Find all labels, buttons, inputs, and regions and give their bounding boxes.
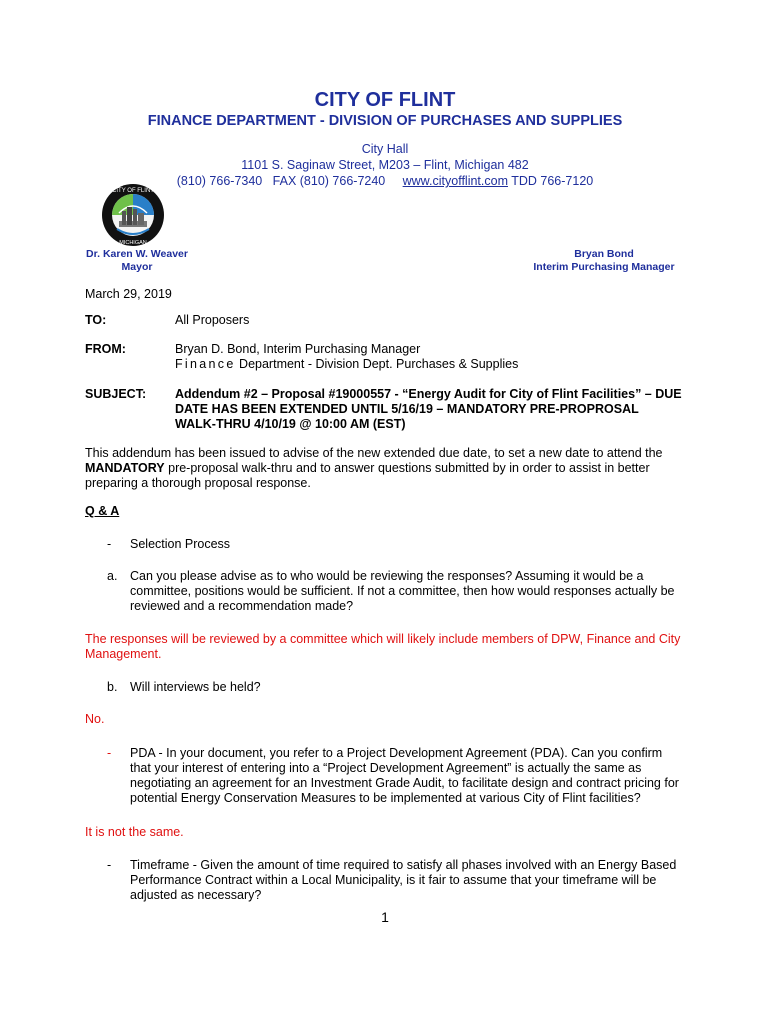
subject-line-2: DATE HAS BEEN EXTENDED UNTIL 5/16/19 – MANDATORY PRE-PROPROSAL: [175, 402, 639, 416]
to-label: TO:: [85, 313, 107, 327]
pda-marker: -: [107, 746, 112, 760]
timeframe-question-line-1: Timeframe - Given the amount of time required to satisfy all phases involved with an Energy Based: [130, 858, 677, 872]
tdd-number: TDD 766-7120: [511, 174, 594, 188]
question-b-marker: b.: [107, 680, 118, 694]
from-label: FROM:: [85, 342, 126, 356]
intro-line-2-rest: pre-proposal walk-thru and to answer questions submitted by in order to assist in better: [164, 461, 650, 475]
subject-label: SUBJECT:: [85, 387, 147, 401]
from-line-1: Bryan D. Bond, Interim Purchasing Manager: [175, 342, 421, 356]
question-a-line-2: committee, positions would be sufficient. If not a committee, then how would responses actually be: [130, 584, 675, 598]
subject-line-3: WALK-THRU 4/10/19 @ 10:00 AM (EST): [175, 417, 406, 431]
department-heading: FINANCE DEPARTMENT - DIVISION OF PURCHASES AND SUPPLIES: [147, 113, 623, 129]
phone-number: (810) 766-7340: [176, 174, 263, 188]
building-name: City Hall: [361, 142, 409, 156]
question-a-marker: a.: [107, 569, 118, 583]
mayor-name: Dr. Karen W. Weaver: [86, 248, 188, 260]
question-b-text: Will interviews be held?: [130, 680, 261, 694]
website-link[interactable]: www.cityofflint.com: [402, 174, 508, 188]
street-address: 1101 S. Saginaw Street, M203 – Flint, Michigan 482: [241, 158, 529, 172]
pda-question-line-1: PDA - In your document, you refer to a Project Development Agreement (PDA). Can you confirm: [130, 746, 663, 760]
mandatory-emphasis: MANDATORY: [85, 461, 165, 475]
page-number: 1: [381, 909, 389, 925]
manager-name: Bryan Bond: [574, 248, 634, 260]
question-a-line-1: Can you please advise as to who would be reviewing the responses? Assuming it would be a: [130, 569, 644, 583]
mayor-title: Mayor: [121, 261, 153, 273]
pda-question-line-3: negotiating an agreement for an Investment Grade Audit, to facilitate design and contract pricing for: [130, 776, 679, 790]
manager-title: Interim Purchasing Manager: [533, 261, 675, 273]
list-item-marker: -: [107, 537, 112, 551]
city-seal-icon: [101, 183, 165, 247]
answer-pda: It is not the same.: [85, 825, 184, 839]
answer-a-line-1: The responses will be reviewed by a committee which will likely include members of DPW, Finance and City: [85, 632, 681, 646]
answer-a-line-2: Management.: [85, 647, 162, 661]
subject-line-1: Addendum #2 – Proposal #19000557 - “Energy Audit for City of Flint Facilities” – DUE: [175, 387, 682, 401]
selection-process-label: Selection Process: [130, 537, 231, 551]
pda-question-line-2: that your interest of entering into a “Project Development Agreement” is actually the same as: [130, 761, 642, 775]
from-finance-word: Finance: [175, 357, 236, 371]
timeframe-question-line-3: adjusted as necessary?: [130, 888, 262, 902]
to-value: All Proposers: [175, 313, 250, 327]
timeframe-question-line-2: Performance Contract within a Local Municipality, is it fair to assume that your timeframe will be: [130, 873, 657, 887]
intro-line-3: preparing a thorough proposal response.: [85, 476, 311, 490]
seal-top-text: CITY OF FLINT: [112, 188, 154, 194]
from-dept-text: Department - Division Dept. Purchases & Supplies: [235, 357, 519, 371]
from-line-2: [175, 357, 518, 372]
timeframe-marker: -: [107, 858, 112, 872]
page-title: CITY OF FLINT: [314, 89, 456, 111]
memo-date: March 29, 2019: [85, 287, 172, 301]
mayor-block: [72, 248, 202, 274]
qa-heading: Q & A: [85, 504, 120, 518]
fax-number: FAX (810) 766-7240: [272, 174, 386, 188]
question-a-line-3: reviewed and a recommendation made?: [130, 599, 354, 613]
purchasing-manager-block: [524, 248, 684, 274]
answer-b: No.: [85, 712, 105, 726]
intro-line-1: This addendum has been issued to advise of the new extended due date, to set a new date to attend the: [85, 446, 663, 460]
pda-question-line-4: potential Energy Conservation Measures to be implemented at various City of Flint facilities?: [130, 791, 641, 805]
intro-line-2: [85, 461, 695, 476]
seal-bottom-text: MICHIGAN: [119, 240, 147, 246]
